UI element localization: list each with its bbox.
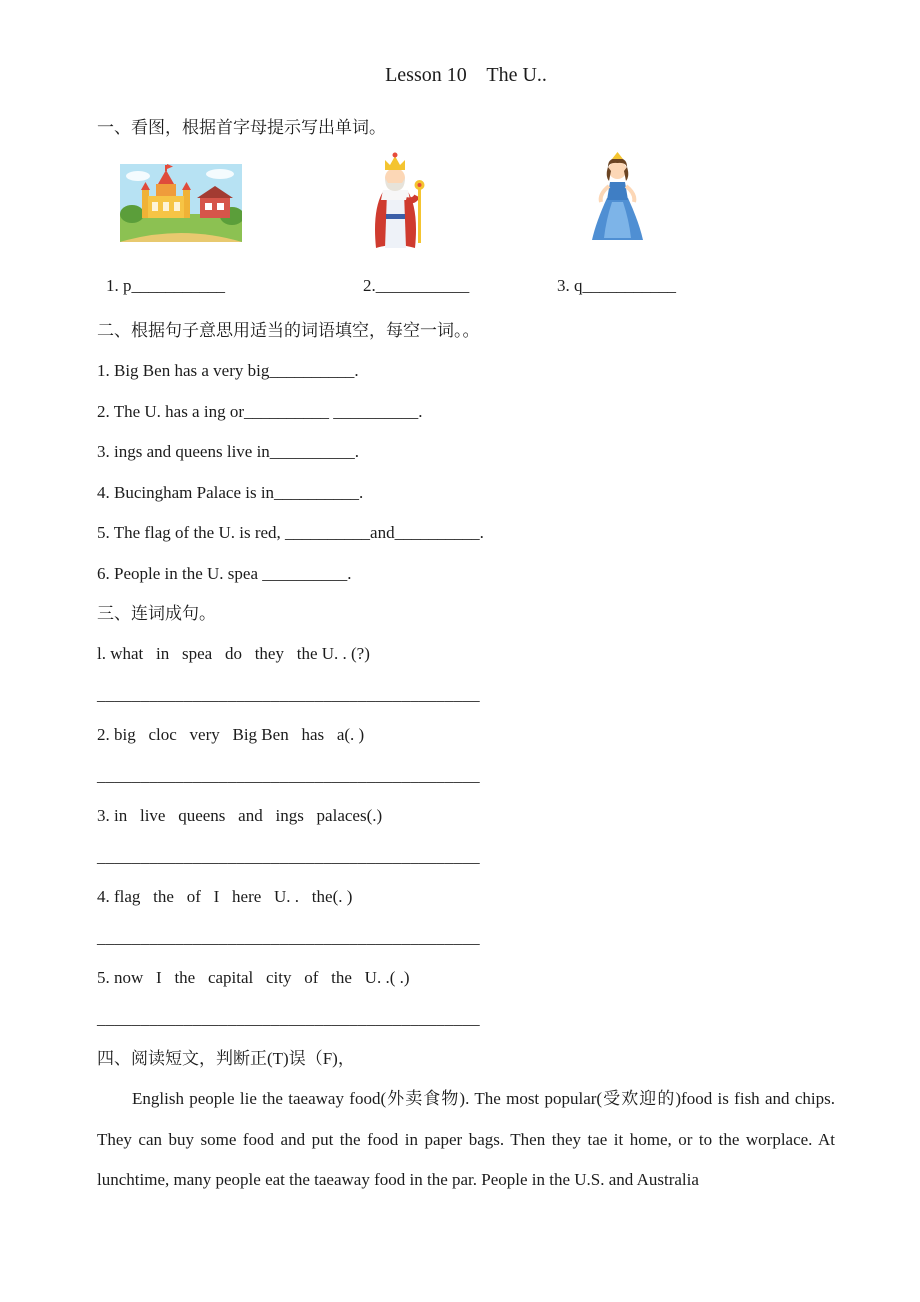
- word-order-item-4: 4. flag the of I here U. . the(. ): [97, 887, 353, 906]
- page-title: Lesson 10 The U..: [385, 64, 547, 86]
- reading-passage: English people lie the taeaway food(外卖食物). The most popular(受欢迎的)food is fish and chips. They can buy some food and put the food in paper bags. Then they tae it home, or to the worplace. At lunchtime, many people eat the taeaway food in the par. People in the U.S. and Australia: [97, 1089, 835, 1189]
- answer-line-3: ____________________________________________: [97, 846, 480, 866]
- word-order-item-3: 3. in live queens and ings palaces(.): [97, 806, 383, 825]
- fill-blank-item-6: 6. People in the U. spea __________.: [97, 563, 352, 583]
- section2-heading: 二、根据句子意思用适当的词语填空，每空一词。。: [97, 321, 480, 340]
- queen-illustration: [585, 150, 650, 250]
- section3-heading: 三、连词成句。: [97, 604, 216, 623]
- palace-illustration: [120, 164, 242, 247]
- picture-answer-blank-2: 2.___________: [363, 276, 470, 295]
- word-order-item-1: l. what in spea do they the U. . (?): [97, 644, 370, 663]
- answer-line-2: ____________________________________________: [97, 765, 480, 785]
- picture-answer-blank-3: 3. q___________: [557, 276, 676, 295]
- king-illustration: [358, 148, 433, 258]
- answer-line-4: ____________________________________________: [97, 927, 480, 947]
- picture-answers-row: [97, 266, 835, 306]
- picture-row: [97, 148, 835, 252]
- word-order-item-5: 5. now I the capital city of the U. .( .): [97, 968, 410, 987]
- answer-line-5: ____________________________________________: [97, 1008, 480, 1028]
- fill-blank-item-1: 1. Big Ben has a very big__________.: [97, 361, 359, 380]
- fill-blank-item-4: 4. Bucingham Palace is in__________.: [97, 482, 364, 502]
- fill-blank-item-3: 3. ings and queens live in__________.: [97, 442, 360, 461]
- section1-heading: 一、看图，根据首字母提示写出单词。: [97, 118, 386, 137]
- section4-heading: 四、阅读短文，判断正(T)误（F)，: [97, 1049, 355, 1068]
- fill-blank-item-5: 5. The flag of the U. is red, __________and__________.: [97, 523, 484, 542]
- answer-line-1: ____________________________________________: [97, 684, 480, 704]
- word-order-item-2: 2. big cloc very Big Ben has a(. ): [97, 725, 365, 744]
- fill-blank-item-2: 2. The U. has a ing or__________ __________.: [97, 401, 423, 421]
- picture-answer-blank-1: 1. p___________: [106, 276, 225, 295]
